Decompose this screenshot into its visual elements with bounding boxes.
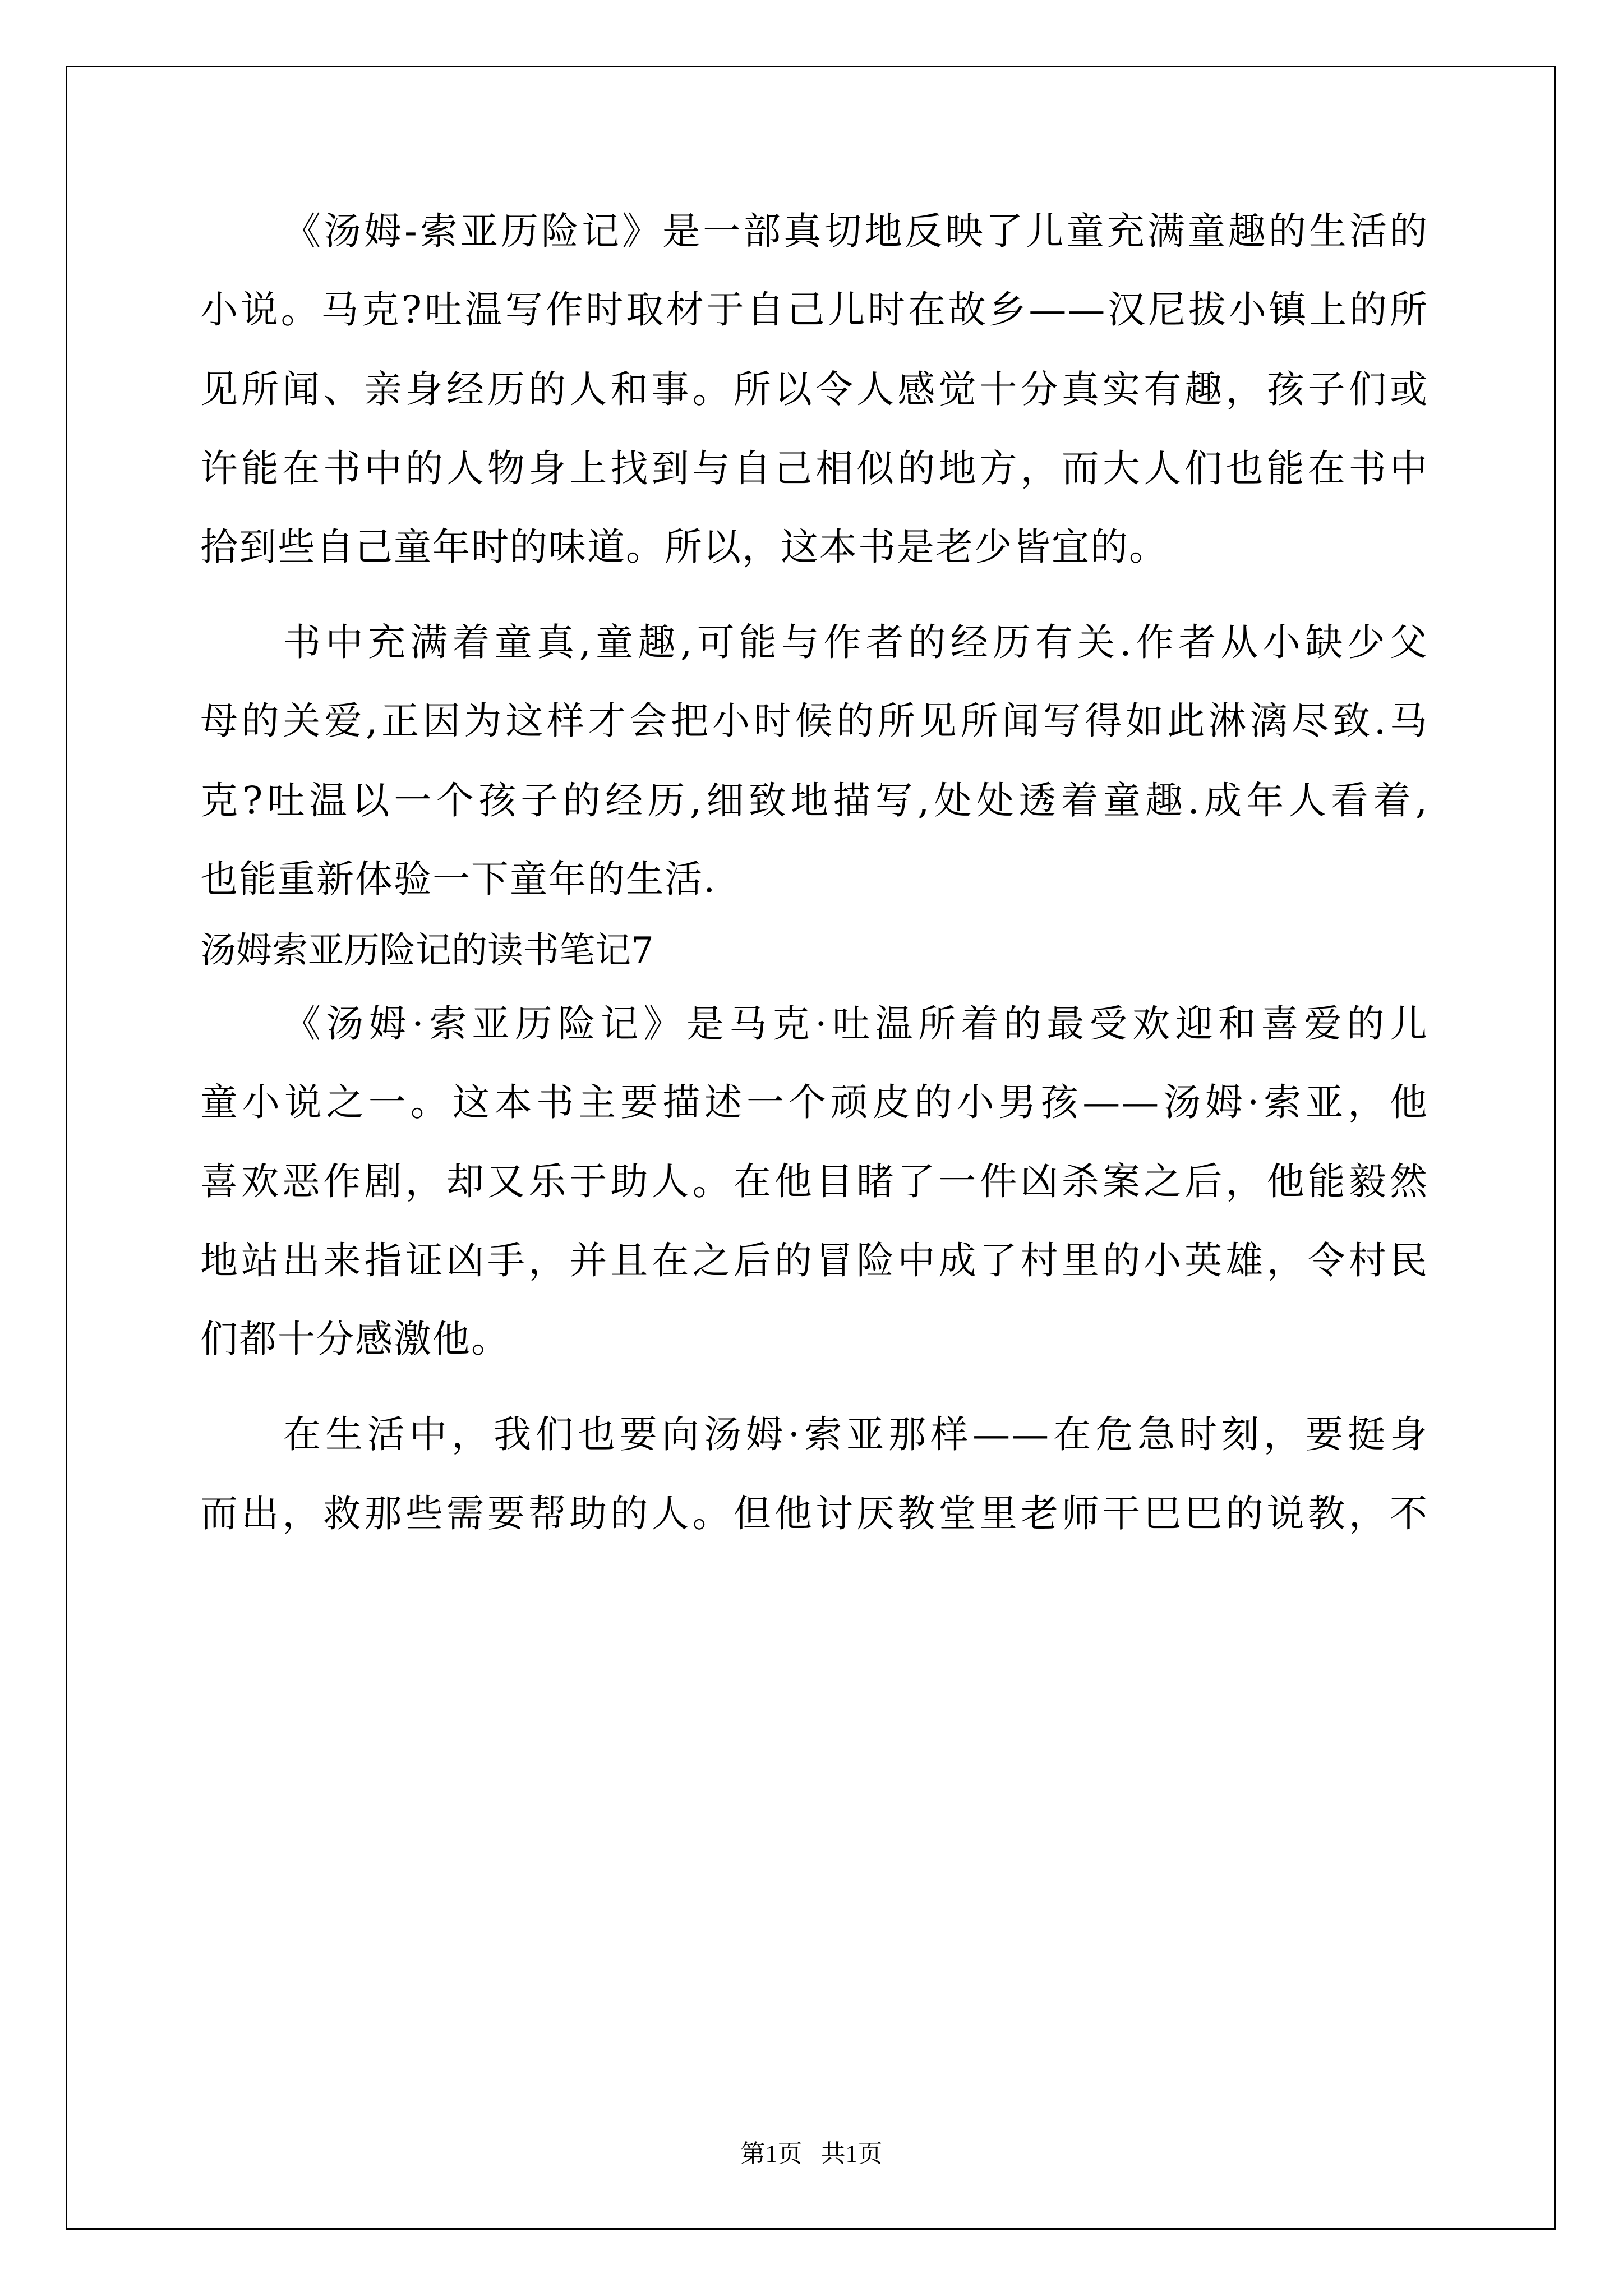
paragraph-1-line-3: 见所闻、亲身经历的人和事。所以令人感觉十分真实有趣，孩子们或 (200, 367, 1428, 411)
paragraph-2-line-1: 书中充满着童真,童趣,可能与作者的经历有关.作者从小缺少父 (283, 620, 1428, 664)
paragraph-1-line-2: 小说。马克?吐温写作时取材于自己儿时在故乡——汉尼拔小镇上的所 (200, 288, 1428, 332)
paragraph-3-line-5: 们都十分感激他。 (200, 1317, 510, 1361)
paragraph-1-line-4: 许能在书中的人物身上找到与自己相似的地方，而大人们也能在书中 (200, 447, 1428, 490)
paragraph-3-line-1: 《汤姆·索亚历险记》是马克·吐温所着的最受欢迎和喜爱的儿 (283, 1002, 1428, 1046)
paragraph-2-line-4: 也能重新体验一下童年的生活. (200, 857, 717, 901)
paragraph-4-line-1: 在生活中，我们也要向汤姆·索亚那样——在危急时刻，要挺身 (283, 1412, 1428, 1456)
paragraph-4-line-2: 而出，救那些需要帮助的人。但他讨厌教堂里老师干巴巴的说教，不 (200, 1492, 1428, 1535)
section-heading: 汤姆索亚历险记的读书笔记7 (200, 930, 654, 972)
paragraph-1-line-1: 《汤姆-索亚历险记》是一部真切地反映了儿童充满童趣的生活的 (283, 209, 1428, 253)
paragraph-3-line-2: 童小说之一。这本书主要描述一个顽皮的小男孩——汤姆·索亚，他 (200, 1080, 1428, 1124)
paragraph-2-line-3: 克?吐温以一个孩子的经历,细致地描写,处处透着童趣.成年人看着, (200, 779, 1428, 822)
paragraph-3-line-4: 地站出来指证凶手，并且在之后的冒险中成了村里的小英雄，令村民 (200, 1239, 1428, 1282)
paragraph-1-line-5: 拾到些自己童年时的味道。所以，这本书是老少皆宜的。 (200, 525, 1168, 569)
paragraph-2-line-2: 母的关爱,正因为这样才会把小时候的所见所闻写得如此淋漓尽致.马 (200, 699, 1428, 743)
page-footer (0, 2140, 1623, 2168)
page-number: 第1页 共1页 (740, 2140, 883, 2168)
paragraph-3-line-3: 喜欢恶作剧，却又乐于助人。在他目睹了一件凶杀案之后，他能毅然 (200, 1159, 1428, 1203)
